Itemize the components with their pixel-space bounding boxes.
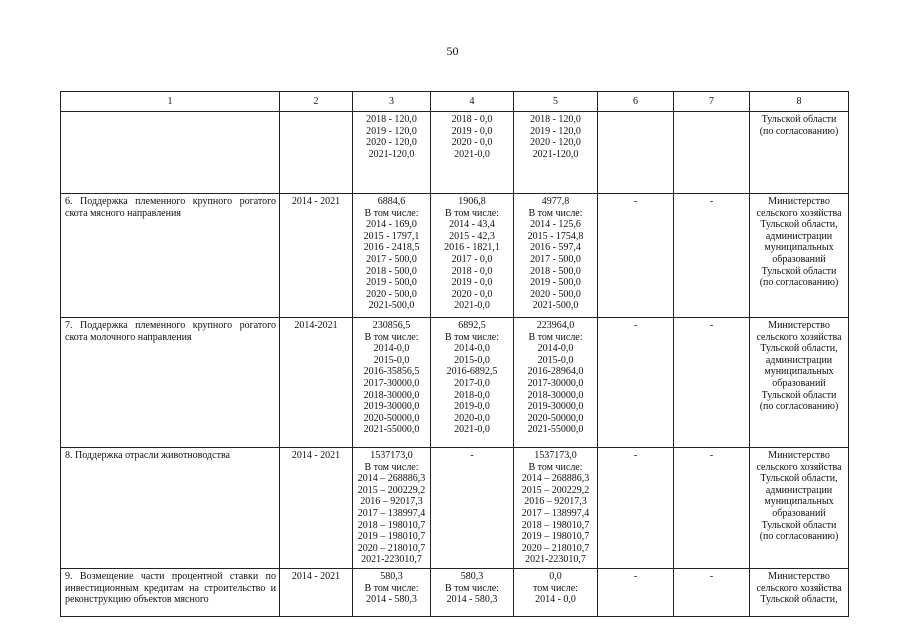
header-cell-7: 7 [674,92,750,112]
col7-cell: - [674,194,750,318]
table-row [61,112,849,194]
regional-funding-cell: 0,0 том числе: 2014 - 0,0 [514,568,598,616]
federal-funding-cell: 2018 - 0,0 2019 - 0,0 2020 - 0,0 2021-0,0 [431,112,514,194]
table-row [61,568,849,616]
regional-funding-cell: 1537173,0 В том числе: 2014 – 268886,3 2015 – 200229,2 2016 – 92017,3 2017 – 138997,4 2018 – 198010,7 2019 – 198010,7 2020 – 218010,7 2021-223010,7 [514,448,598,569]
col7-cell [674,112,750,194]
federal-funding-cell: 580,3 В том числе: 2014 - 580,3 [431,568,514,616]
header-cell-5: 5 [514,92,598,112]
header-cell-3: 3 [353,92,431,112]
col6-cell: - [598,194,674,318]
total-funding-cell: 1537173,0 В том числе: 2014 – 268886,3 2015 – 200229,2 2016 – 92017,3 2017 – 138997,4 2018 – 198010,7 2019 – 198010,7 2020 – 218010,7 2021-223010,7 [353,448,431,569]
total-funding-cell: 2018 - 120,0 2019 - 120,0 2020 - 120,0 2021-120,0 [353,112,431,194]
page-number: 50 [446,44,459,58]
total-funding-cell: 580,3 В том числе: 2014 - 580,3 [353,568,431,616]
federal-funding-cell: - [431,448,514,569]
period-cell [280,112,353,194]
responsible-cell: Тульской области (по согласованию) [750,112,849,194]
table-row [61,194,849,318]
col6-cell: - [598,568,674,616]
federal-funding-cell: 6892,5 В том числе: 2014-0,0 2015-0,0 2016-6892,5 2017-0,0 2018-0,0 2019-0,0 2020-0,0 2021-0,0 [431,318,514,448]
regional-funding-cell: 2018 - 120,0 2019 - 120,0 2020 - 120,0 2021-120,0 [514,112,598,194]
responsible-cell: Министерство сельского хозяйства Тульской области, администрации муниципальных образований Тульской области (по согласованию) [750,318,849,448]
col7-cell: - [674,448,750,569]
header-cell-6: 6 [598,92,674,112]
table-row [61,318,849,448]
table-row [61,448,849,569]
period-cell: 2014 - 2021 [280,448,353,569]
regional-funding-cell: 223964,0 В том числе: 2014-0,0 2015-0,0 2016-28964,0 2017-30000,0 2018-30000,0 2019-30000,0 2020-50000,0 2021-55000,0 [514,318,598,448]
responsible-cell: Министерство сельского хозяйства Тульской области, администрации муниципальных образований Тульской области (по согласованию) [750,194,849,318]
header-cell-8: 8 [750,92,849,112]
total-funding-cell: 230856,5 В том числе: 2014-0,0 2015-0,0 2016-35856,5 2017-30000,0 2018-30000,0 2019-30000,0 2020-50000,0 2021-55000,0 [353,318,431,448]
col6-cell: - [598,318,674,448]
col6-cell [598,112,674,194]
col6-cell: - [598,448,674,569]
measure-name-cell [61,112,280,194]
measure-name-cell: 6. Поддержка племенного крупного рогатого скота мясного направления [61,194,280,318]
header-cell-2: 2 [280,92,353,112]
federal-funding-cell: 1906,8 В том числе: 2014 - 43,4 2015 - 42,3 2016 - 1821,1 2017 - 0,0 2018 - 0,0 2019 - 0,0 2020 - 0,0 2021-0,0 [431,194,514,318]
header-row [61,92,849,112]
header-cell-4: 4 [431,92,514,112]
period-cell: 2014 - 2021 [280,194,353,318]
measure-name-cell: 7. Поддержка племенного крупного рогатого скота молочного направления [61,318,280,448]
responsible-cell: Министерство сельского хозяйства Тульской области, [750,568,849,616]
total-funding-cell: 6884,6 В том числе: 2014 - 169,0 2015 - 1797,1 2016 - 2418,5 2017 - 500,0 2018 - 500,0 2019 - 500,0 2020 - 500,0 2021-500,0 [353,194,431,318]
col7-cell: - [674,318,750,448]
regional-funding-cell: 4977,8 В том числе: 2014 - 125,6 2015 - 1754,8 2016 - 597,4 2017 - 500,0 2018 - 500,0 2019 - 500,0 2020 - 500,0 2021-500,0 [514,194,598,318]
responsible-cell: Министерство сельского хозяйства Тульской области, администрации муниципальных образований Тульской области (по согласованию) [750,448,849,569]
header-cell-1: 1 [61,92,280,112]
program-table [60,91,849,617]
measure-name-cell: 9. Возмещение части процентной ставки по инвестиционным кредитам на строительство и реконструкцию объектов мясного [61,568,280,616]
period-cell: 2014 - 2021 [280,568,353,616]
col7-cell: - [674,568,750,616]
measure-name-cell: 8. Поддержка отрасли животноводства [61,448,280,569]
period-cell: 2014-2021 [280,318,353,448]
